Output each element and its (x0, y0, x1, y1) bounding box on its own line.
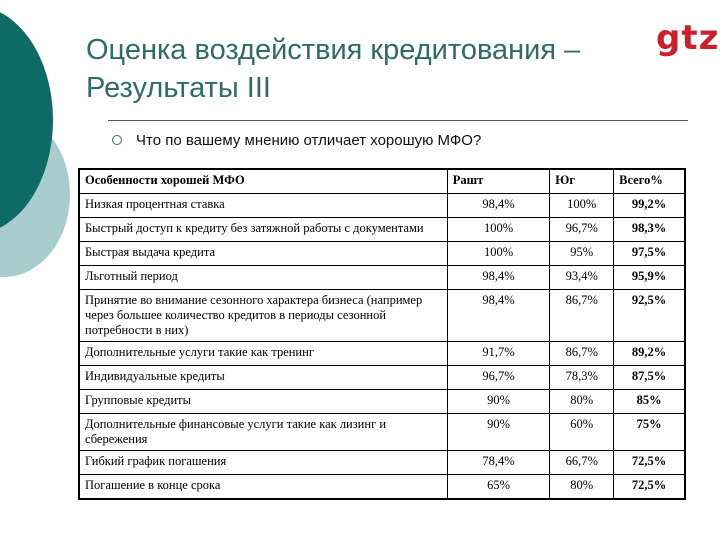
rasht-cell: 91,7% (447, 342, 550, 366)
yug-cell: 80% (550, 475, 614, 500)
table-row (79, 414, 685, 451)
yug-cell: 86,7% (550, 342, 614, 366)
yug-cell: 93,4% (550, 266, 614, 290)
results-table (78, 168, 686, 500)
total-cell: 92,5% (614, 290, 685, 342)
hollow-circle-bullet-icon (112, 135, 122, 145)
header-total: Всего% (614, 169, 685, 194)
total-cell: 95,9% (614, 266, 685, 290)
feature-cell: Быстрый доступ к кредиту без затяжной работы с документами (79, 218, 447, 242)
feature-cell: Гибкий график погашения (79, 451, 447, 475)
total-cell: 75% (614, 414, 685, 451)
rasht-cell: 90% (447, 414, 550, 451)
yug-cell: 60% (550, 414, 614, 451)
feature-cell: Быстрая выдача кредита (79, 242, 447, 266)
feature-cell: Принятие во внимание сезонного характера бизнеса (например через большее количество кредитов в периоды сезонной потребности в них) (79, 290, 447, 342)
yug-cell: 80% (550, 390, 614, 414)
total-cell: 72,5% (614, 475, 685, 500)
feature-cell: Погашение в конце срока (79, 475, 447, 500)
gtz-logo: gtz (656, 18, 720, 58)
slide-title (86, 31, 656, 107)
feature-cell: Индивидуальные кредиты (79, 366, 447, 390)
rasht-cell: 78,4% (447, 451, 550, 475)
yug-cell: 78,3% (550, 366, 614, 390)
rasht-cell: 65% (447, 475, 550, 500)
yug-cell: 95% (550, 242, 614, 266)
table-header-row (79, 169, 685, 194)
rasht-cell: 90% (447, 390, 550, 414)
yug-cell: 86,7% (550, 290, 614, 342)
rasht-cell: 96,7% (447, 366, 550, 390)
table-row (79, 290, 685, 342)
table-row (79, 366, 685, 390)
feature-cell: Льготный период (79, 266, 447, 290)
table-row (79, 390, 685, 414)
table-row (79, 242, 685, 266)
yug-cell: 100% (550, 194, 614, 218)
bullet-text: Что по вашему мнению отличает хорошую МФО? (136, 131, 482, 149)
header-rasht: Рашт (447, 169, 550, 194)
total-cell: 98,3% (614, 218, 685, 242)
table-row (79, 194, 685, 218)
rasht-cell: 98,4% (447, 266, 550, 290)
yug-cell: 66,7% (550, 451, 614, 475)
slide-title-line-2: Результаты III (86, 72, 271, 104)
rasht-cell: 100% (447, 218, 550, 242)
table-row (79, 266, 685, 290)
table-row (79, 475, 685, 500)
header-yug: Юг (550, 169, 614, 194)
rasht-cell: 98,4% (447, 290, 550, 342)
rasht-cell: 98,4% (447, 194, 550, 218)
total-cell: 85% (614, 390, 685, 414)
feature-cell: Низкая процентная ставка (79, 194, 447, 218)
total-cell: 72,5% (614, 451, 685, 475)
total-cell: 99,2% (614, 194, 685, 218)
table-body (79, 194, 685, 500)
table-row (79, 342, 685, 366)
slide-title-line-1: Оценка воздействия кредитования – (86, 34, 581, 66)
yug-cell: 96,7% (550, 218, 614, 242)
total-cell: 87,5% (614, 366, 685, 390)
header-feature: Особенности хорошей МФО (79, 169, 447, 194)
title-divider (108, 120, 688, 121)
total-cell: 89,2% (614, 342, 685, 366)
rasht-cell: 100% (447, 242, 550, 266)
feature-cell: Групповые кредиты (79, 390, 447, 414)
feature-cell: Дополнительные услуги такие как тренинг (79, 342, 447, 366)
bullet-item (112, 129, 481, 151)
total-cell: 97,5% (614, 242, 685, 266)
table-row (79, 218, 685, 242)
table-row (79, 451, 685, 475)
feature-cell: Дополнительные финансовые услуги такие как лизинг и сбережения (79, 414, 447, 451)
